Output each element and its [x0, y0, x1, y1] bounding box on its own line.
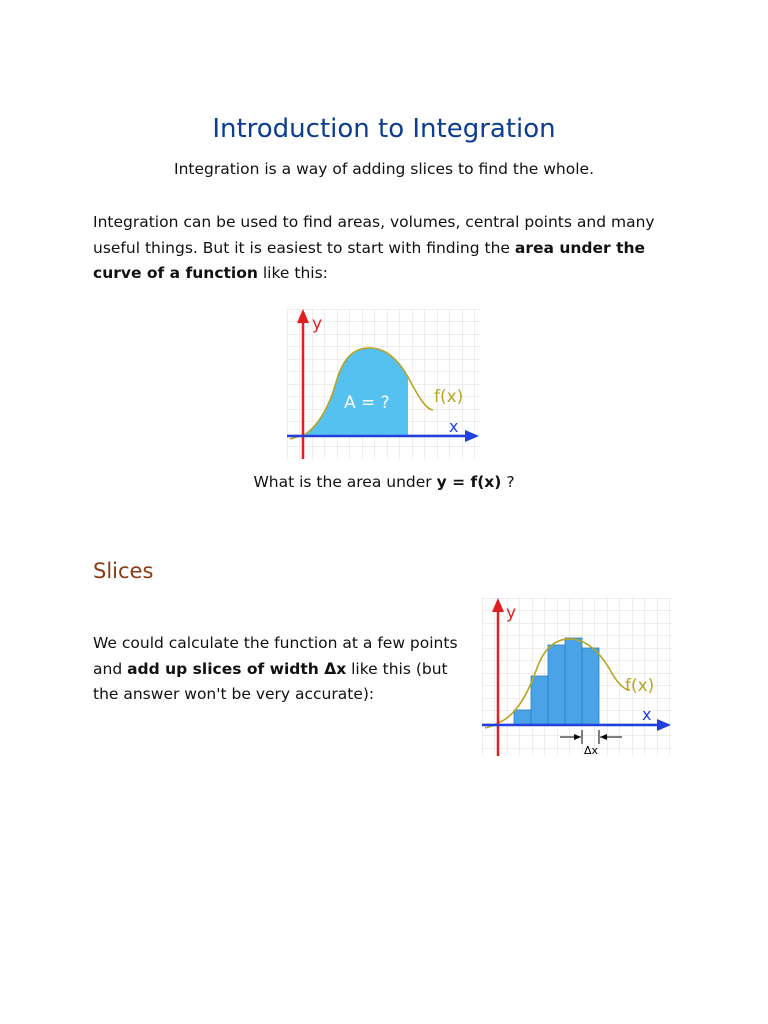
slice-5 [582, 648, 599, 725]
paragraph-text-1: Integration can be used to find areas, volumes, central points and many useful things. But it is easiest to start with finding the [93, 213, 655, 257]
integration-paragraph [93, 210, 678, 287]
slices-heading: Slices [93, 559, 154, 583]
y-axis-label: y [312, 314, 323, 334]
slice-4 [565, 638, 582, 725]
area-label: A = ? [344, 393, 390, 413]
slice-1 [514, 710, 531, 725]
slices-text-1: We could calculate the function at a few points and [93, 634, 458, 678]
function-label: f(x) [625, 676, 655, 696]
slices-figure [482, 598, 672, 760]
paragraph-text-2: like this: [257, 264, 328, 282]
page-title: Introduction to Integration [212, 114, 556, 145]
slice-2 [531, 676, 548, 725]
paragraph-bold: area under the curve of a function [93, 238, 646, 282]
x-axis-label: x [642, 705, 652, 724]
function-label: f(x) [434, 387, 464, 407]
caption-prefix: What is the area under [253, 473, 437, 491]
slices-paragraph [93, 631, 468, 708]
caption-bold: y = f(x) [436, 473, 502, 491]
area-under-curve-figure [287, 309, 480, 467]
slices-bold: add up slices of width Δx [127, 659, 347, 678]
y-axis-label: y [506, 603, 517, 623]
slices-text-2: like this (but the answer won't be very accurate): [93, 659, 448, 703]
x-axis-label: x [449, 417, 459, 436]
caption-suffix: ? [501, 473, 515, 491]
dx-label: Δx [584, 744, 599, 757]
intro-text: Integration is a way of adding slices to find the whole. [174, 160, 594, 178]
slice-3 [548, 645, 565, 725]
figure-caption [0, 473, 768, 491]
